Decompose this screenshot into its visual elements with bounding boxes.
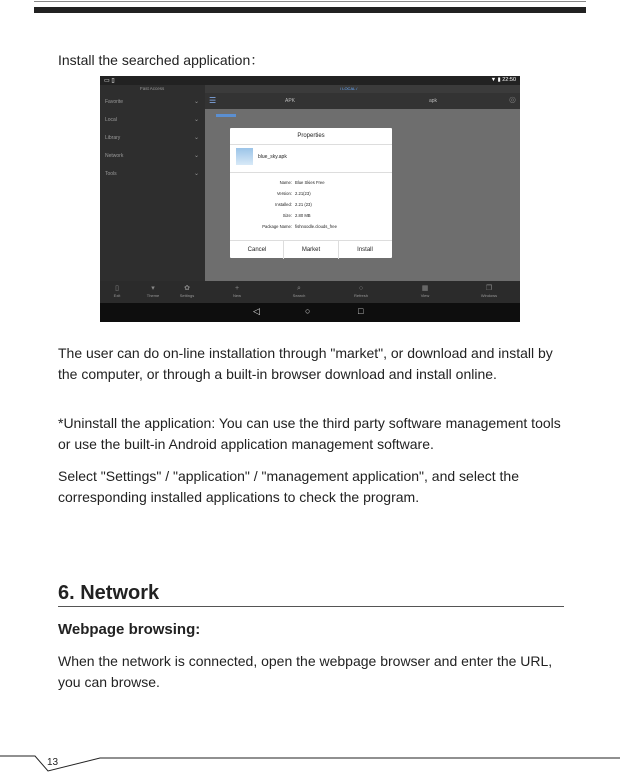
- paragraph-settings-path: Select "Settings" / "application" / "management application", and select the corresponding installed applications to check the program.: [58, 468, 519, 505]
- theme-icon: ▾: [151, 285, 155, 292]
- plus-icon: +: [234, 285, 240, 292]
- battery-icon: ▮: [497, 77, 501, 83]
- settings-button[interactable]: ✿ Settings: [172, 284, 202, 298]
- status-time: 22:50: [502, 77, 516, 83]
- grid-icon: ▦: [421, 285, 429, 292]
- top-rule-thin: [34, 1, 586, 2]
- view-button[interactable]: ▦ View: [410, 284, 440, 298]
- theme-button[interactable]: ▾ Theme: [138, 284, 168, 298]
- wifi-icon: ▼: [490, 77, 497, 83]
- section-title: 6. Network: [58, 582, 160, 604]
- sidebar-item-favorite[interactable]: Favorite ⌄: [100, 93, 205, 111]
- dialog-file-info: [236, 148, 386, 168]
- top-rule-thick: [34, 7, 586, 13]
- section-underline: [58, 606, 564, 607]
- exit-icon: ▯: [115, 285, 119, 292]
- menu-icon[interactable]: ☰: [209, 96, 217, 105]
- refresh-icon: ○: [358, 285, 364, 292]
- page-number: 13: [47, 757, 59, 768]
- sidebar-item-network[interactable]: Network ⌄: [100, 147, 205, 165]
- paragraph-online-install: The user can do on-line installation through "market", or download and install by the computer, or through a built-in browser download and install online.: [58, 345, 553, 382]
- selected-file-marker: [216, 114, 236, 117]
- toolbar-title-right[interactable]: apk: [429, 98, 438, 104]
- toolbar-title-left[interactable]: APK: [285, 98, 296, 104]
- android-screenshot: [100, 76, 520, 322]
- refresh-button[interactable]: ○ Refresh: [346, 284, 376, 298]
- home-icon[interactable]: ○: [305, 306, 311, 316]
- prop-row-installed: Installed: 2.21 (23): [275, 202, 312, 207]
- paragraph-uninstall: *Uninstall the application: You can use the third party software management tools or use the built-in Android application management software.: [58, 415, 561, 452]
- prop-row-version: Version: 2.21(23): [276, 191, 311, 196]
- prop-row-size: Size: 2.80 MB: [282, 213, 311, 218]
- sidebar-item-library[interactable]: Library ⌄: [100, 129, 205, 147]
- fast-access-label: Fast Access: [140, 86, 165, 91]
- prop-row-package: Package Name: fishnoodle.clouds_free: [262, 224, 337, 229]
- toolbar: [205, 93, 520, 109]
- market-button[interactable]: Market: [283, 241, 339, 259]
- chevron-down-icon: ⌄: [193, 99, 199, 105]
- search-button[interactable]: ⌕ Search: [284, 284, 314, 298]
- subsection-title: Webpage browsing:: [58, 621, 201, 638]
- recent-apps-icon[interactable]: □: [358, 306, 364, 316]
- intro-text: Install the searched application：: [58, 52, 265, 68]
- android-nav-bar: [100, 303, 520, 322]
- search-icon: ⌕: [297, 285, 301, 292]
- sidebar-item-local[interactable]: Local ⌄: [100, 111, 205, 129]
- path-label[interactable]: / LOCAL /: [340, 86, 358, 91]
- chevron-down-icon: ⌄: [193, 135, 199, 141]
- gear-icon: ✿: [184, 285, 190, 292]
- chevron-down-icon: ⌄: [193, 171, 199, 177]
- dialog-divider: [230, 172, 392, 173]
- apk-thumbnail: [236, 148, 253, 165]
- status-bar: [100, 76, 520, 85]
- chevron-down-icon: ⌄: [193, 153, 199, 159]
- bottom-toolbar: [100, 281, 520, 303]
- sidebar-item-tools[interactable]: Tools ⌄: [100, 165, 205, 183]
- cancel-button[interactable]: Cancel: [247, 247, 267, 253]
- windows-button[interactable]: ❐ Windows: [474, 284, 504, 298]
- notification-icons: ▭ ▯: [104, 78, 115, 84]
- chevron-down-icon: ⌄: [193, 117, 199, 123]
- dialog-title: Properties: [230, 128, 392, 145]
- windows-icon: ❐: [485, 285, 493, 292]
- status-right: [491, 77, 516, 83]
- properties-dialog: [230, 128, 392, 258]
- paragraph-webpage-browsing: When the network is connected, open the webpage browser and enter the URL, you can browse.: [58, 653, 553, 690]
- install-button[interactable]: Install: [357, 247, 373, 253]
- prop-row-name: Name: Blue Skies Free: [279, 180, 325, 185]
- settings-circle-icon[interactable]: ◎: [509, 95, 516, 104]
- exit-button[interactable]: ▯ Exit: [102, 284, 132, 298]
- new-button[interactable]: + New: [222, 284, 252, 298]
- dialog-buttons: [230, 240, 392, 259]
- footer-rule: [0, 748, 620, 773]
- sidebar: [100, 85, 205, 281]
- back-icon[interactable]: ◁: [253, 306, 260, 316]
- file-name: blue_sky.apk: [258, 154, 287, 160]
